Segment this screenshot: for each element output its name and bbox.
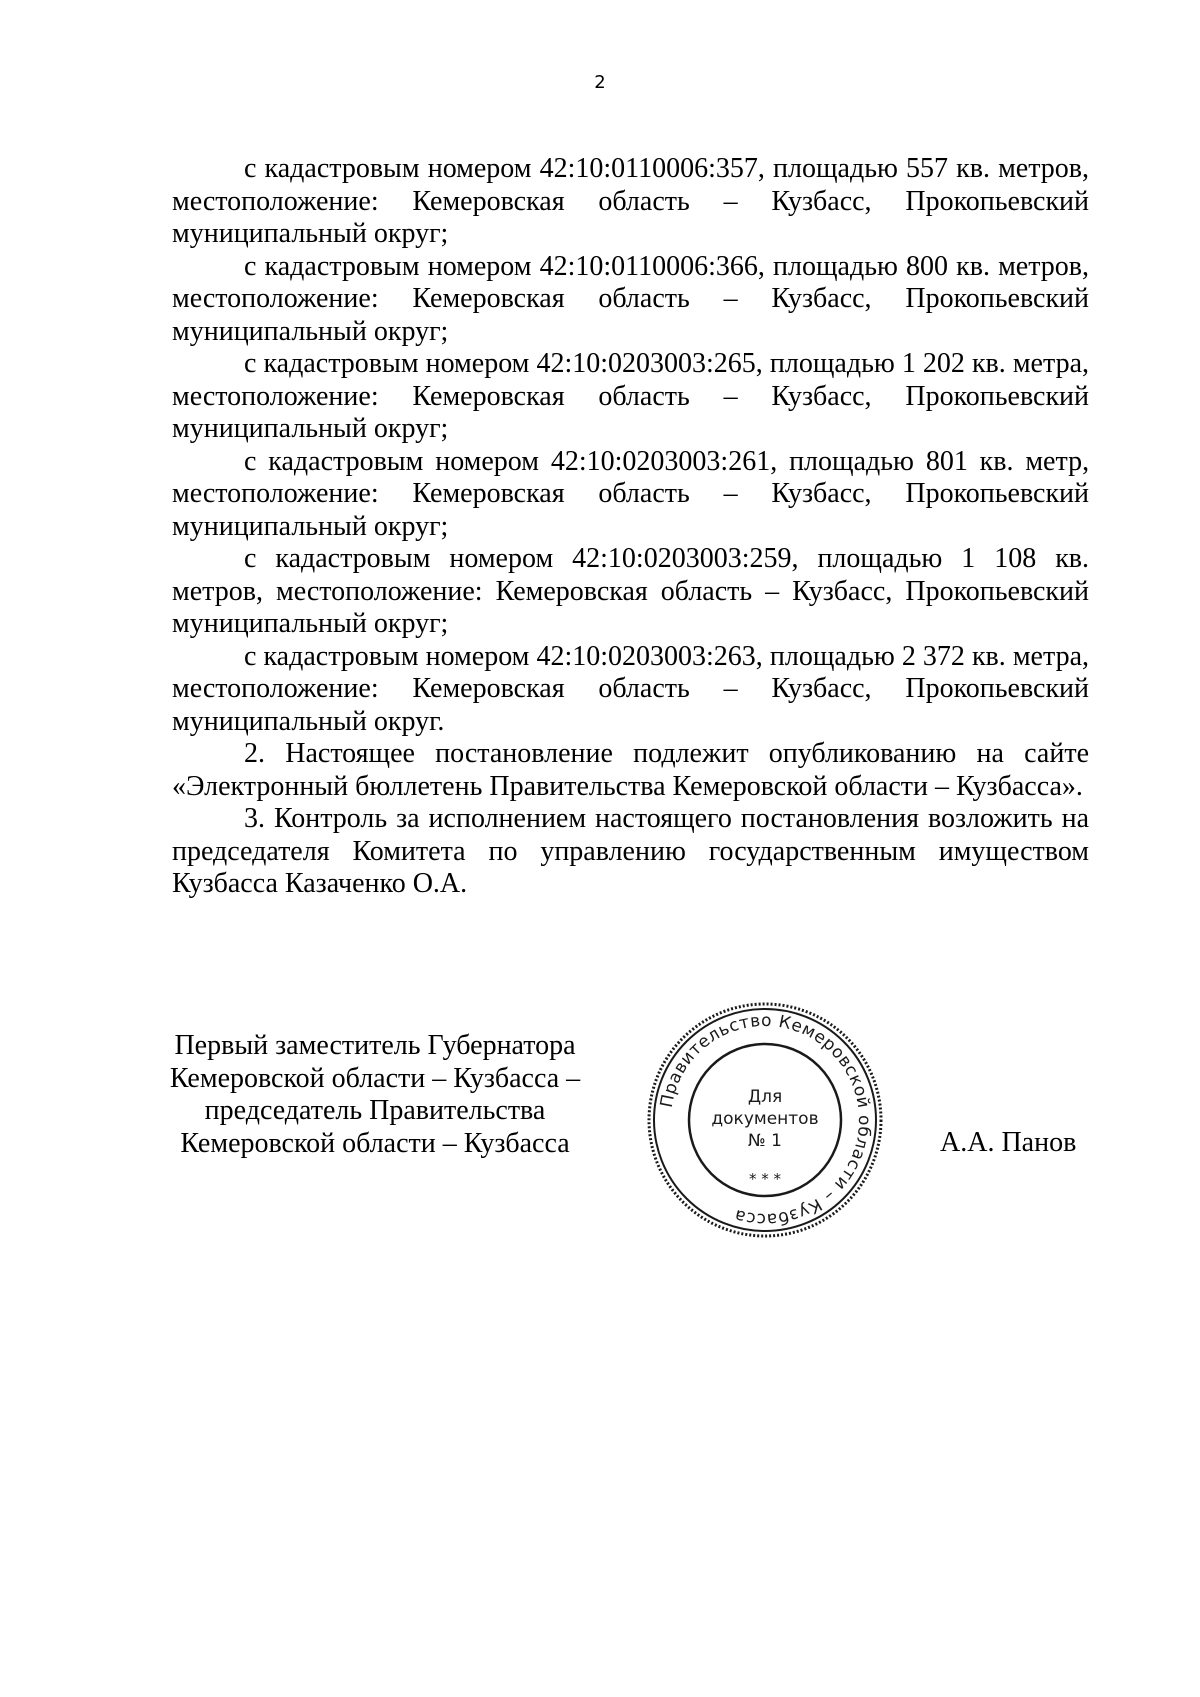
land-plot-item: с кадастровым номером 42:10:0110006:366, площадью 800 кв. метров, местоположение: Кемеровская область – Кузбасс, Прокопьевский муниципальный округ; — [172, 250, 1090, 347]
plot-area: 1 108 — [961, 543, 1037, 574]
signer-position-line: председатель Правительства — [204, 1095, 546, 1126]
seal-ring-text: Правительство Кемеровской области – Кузбасса — [656, 1010, 875, 1230]
seal-stars: * * * — [748, 1170, 782, 1188]
seal-icon — [645, 1000, 885, 1240]
seal-center-line: документов — [711, 1109, 819, 1129]
cadastral-number: 42:10:0110006:366, — [539, 250, 765, 282]
plot-area: 1 202 — [901, 348, 965, 379]
signer-position — [160, 1030, 590, 1160]
document-body — [172, 153, 1089, 901]
cadastral-number: 42:10:0203003:263, — [536, 640, 763, 672]
plot-area: 801 — [925, 445, 968, 477]
land-plot-item: с кадастровым номером 42:10:0203003:263, площадью 2 372 кв. метра, местоположение: Кемеровская область – Кузбасс, Прокопьевский муниципальный округ. — [172, 640, 1090, 737]
signer-position-line: Кемеровской области – Кузбасса – — [169, 1062, 581, 1094]
land-plot-item: с кадастровым номером 42:10:0203003:259, площадью 1 108 кв. метров, местоположение: Кемеровская область – Кузбасс, Прокопьевский муниципальный округ; — [172, 543, 1090, 639]
cadastral-number: 42:10:0110006:357, — [539, 153, 765, 184]
land-plot-item: с кадастровым номером 42:10:0203003:265, площадью 1 202 кв. метра, местоположение: Кемеровская область – Кузбасс, Прокопьевский муниципальный округ; — [172, 348, 1090, 444]
clause-control: 3. Контроль за исполнением настоящего постановления возложить на председателя Комитета по управлению государственным имуществом Кузбасса Казаченко О.А. — [172, 803, 1089, 899]
signer-name: А.А. Панов — [940, 1127, 1077, 1158]
signer-position-line: Первый заместитель Губернатора — [174, 1030, 576, 1061]
plot-area: 2 372 — [901, 640, 965, 672]
land-plot-item: с кадастровым номером 42:10:0110006:357, площадью 557 кв. метров, местоположение: Кемеровская область – Кузбасс, Прокопьевский муниципальный округ; — [172, 153, 1090, 249]
land-plot-item: с кадастровым номером 42:10:0203003:261, площадью 801 кв. метр, местоположение: Кемеровская область – Кузбасс, Прокопьевский муниципальный округ; — [172, 445, 1090, 542]
seal-center-line: Для — [747, 1087, 783, 1107]
seal-center-line: № 1 — [748, 1131, 782, 1151]
cadastral-number: 42:10:0203003:261, — [550, 445, 778, 477]
page-number: 2 — [594, 72, 606, 93]
cadastral-number: 42:10:0203003:259, — [572, 543, 799, 574]
plot-area: 800 — [906, 250, 949, 282]
signer-position-line: Кемеровской области – Кузбасса — [180, 1127, 570, 1159]
plot-area: 557 — [906, 153, 949, 184]
clause-publication: 2. Настоящее постановление подлежит опубликованию на сайте «Электронный бюллетень Правительства Кемеровской области – Кузбасса». — [172, 738, 1089, 802]
cadastral-number: 42:10:0203003:265, — [536, 348, 763, 379]
official-seal — [645, 1000, 885, 1240]
